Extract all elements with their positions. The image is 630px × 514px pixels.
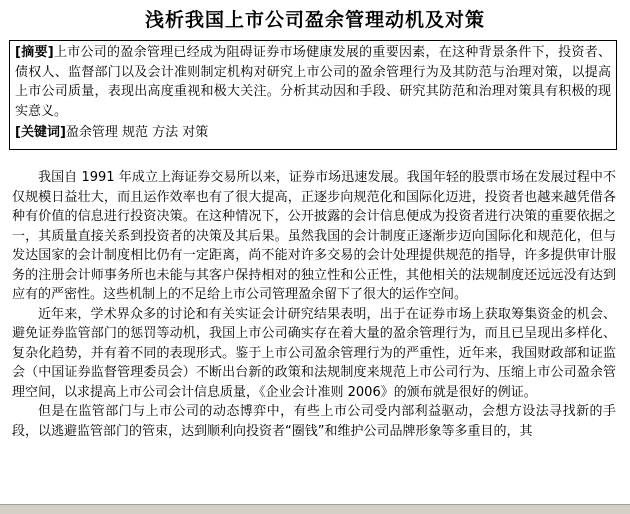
- keywords-label: [关键词]: [15, 125, 66, 140]
- body-text: [12, 168, 616, 441]
- body-paragraph-2: 近年来，学术界众多的讨论和有关实证会计研究结果表明，出于在证券市场上获取筹集资金的机会、避免证券监管部门的惩罚等动机，我国上市公司确实存在着大量的盈余管理行为，而且已呈现出多样化、复杂化趋势，并有着不同的表现形式。鉴于上市公司盈余管理行为的严重性，近年来，我国财政部和证监会（中国证券监督管理委员会）不断出台新的政策和法规制度来规范上市公司行为、压缩上市公司盈余管理空间，以求提高上市公司会计信息质量，《企业会计准则 2006》的颁布就是很好的例证。: [12, 306, 616, 400]
- keywords-paragraph: [15, 123, 611, 143]
- body-paragraph-1: 我国自 1991 年成立上海证券交易所以来，证券市场迅速发展。我国年轻的股票市场在发展过程中不仅规模日益壮大，而且运作效率也有了很大提高，正逐步向规范化和国际化迈进，投资者也越来越凭借各种有价值的信息进行投资决策。在这种情况下，公开披露的会计信息便成为投资者进行决策的重要依据之一，其质量直接关系到投资者的决策及其后果。虽然我国的会计制度正逐渐步迈向国际化和规范化，但与发达国家的会计制度相比仍有一定距离，尚不能对许多交易的会计处理提供规范的指导，许多提供审计服务的注册会计师事务所也未能与其客户保持相对的独立性和公正性，其他相关的法规制度还远远没有达到应有的严密性。这些机制上的不足给上市公司管理盈余留下了很大的运作空间。: [12, 170, 616, 302]
- abstract-label: [摘要]: [15, 45, 54, 60]
- document-title: 浅析我国上市公司盈余管理动机及对策: [144, 9, 485, 31]
- keywords-text: 盈余管理 规范 方法 对策: [65, 125, 209, 140]
- abstract-text: 上市公司的盈余管理已经成为阻碍证券市场健康发展的重要因素，在这种背景条件下，投资者、债权人、监督部门以及会计准则制定机构对研究上市公司的盈余管理行为及其防范与治理对策，以提高上市公司质量，表现出高度重视和极大关注。分析其动因和手段、研究其防范和治理对策具有积极的现实意义。: [15, 45, 611, 119]
- abstract-paragraph: [15, 43, 611, 121]
- abstract-box: [9, 40, 617, 150]
- body-paragraph-3: 但是在监管部门与上市公司的动态博弈中，有些上市公司受内部利益驱动，会想方设法寻找新的手段，以逃避监管部门的管束，达到顺利向投资者“圈钱”和维护公司品牌形象等多重目的，其: [12, 404, 616, 439]
